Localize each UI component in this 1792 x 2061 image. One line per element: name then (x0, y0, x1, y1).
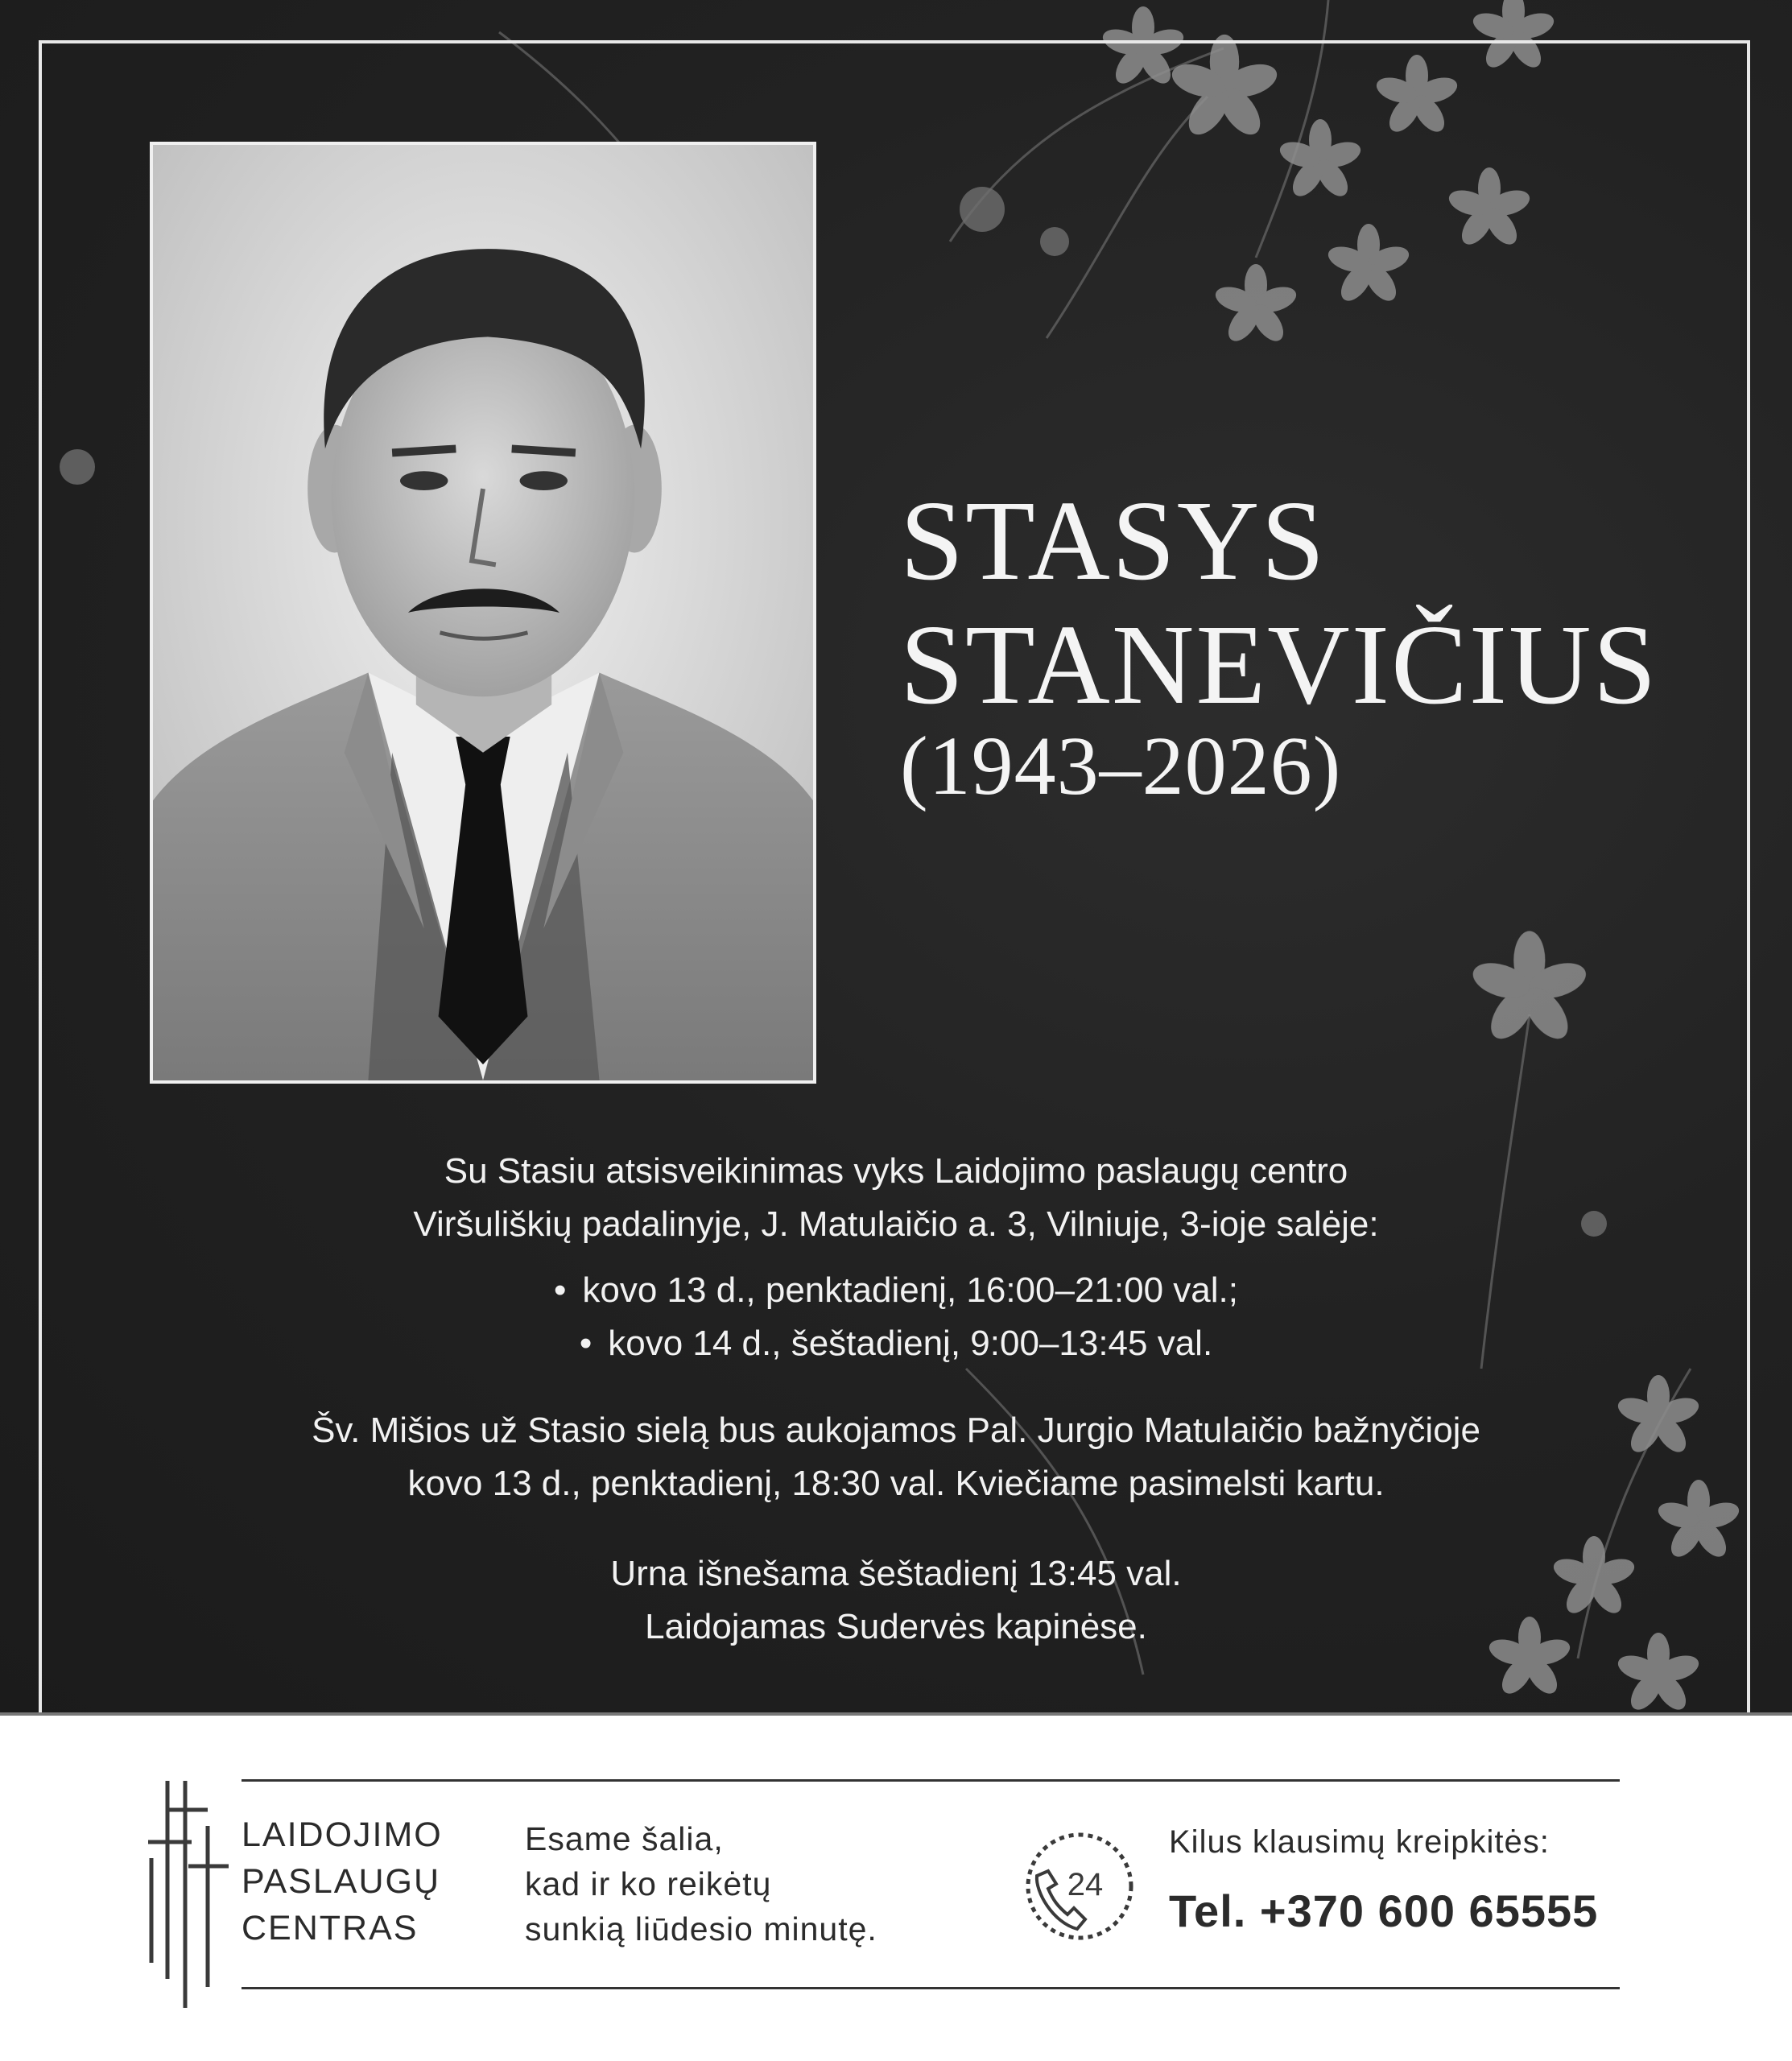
panel-divider (0, 1712, 1792, 1716)
footer-rule-top (242, 1779, 1620, 1782)
mass-line: kovo 13 d., penktadienį, 18:30 val. Kviečiame pasimelsti kartu. (407, 1464, 1385, 1503)
phone-24h-icon (1021, 1828, 1138, 1945)
clock-label: 24 (1067, 1867, 1104, 1902)
burial-line: Laidojamas Sudervės kapinėse. (645, 1607, 1147, 1646)
contact-phone[interactable]: Tel. +370 600 65555 (1169, 1885, 1599, 1936)
deceased-years: (1943–2026) (900, 720, 1342, 812)
farewell-line: Su Stasiu atsisveikinimas vyks Laidojimo paslaugų centro (444, 1151, 1348, 1191)
footer-rule-bottom (242, 1987, 1620, 1989)
slogan-line: Esame šalia, (525, 1820, 724, 1857)
deceased-last-name: STANEVIČIUS (900, 601, 1658, 728)
contact-label: Kilus klausimų kreipkitės: (1169, 1824, 1550, 1860)
slogan-line: kad ir ko reikėtų (525, 1865, 772, 1902)
farewell-paragraph (161, 1145, 1631, 1251)
schedule-item: • kovo 14 d., šeštadienį, 9:00–13:45 val. (161, 1317, 1631, 1370)
slogan-line: sunkią liūdesio minutę. (525, 1910, 877, 1947)
logo-wordmark (242, 1811, 443, 1952)
logo-line: PASLAUGŲ (242, 1862, 440, 1901)
mass-line: Šv. Mišios už Stasio sielą bus aukojamos Pal. Jurgio Matulaičio bažnyčioje (312, 1410, 1480, 1450)
burial-paragraph (161, 1547, 1631, 1654)
logo-line: LAIDOJIMO (242, 1815, 443, 1854)
farewell-schedule (161, 1264, 1631, 1370)
schedule-item: • kovo 13 d., penktadienį, 16:00–21:00 val.; (161, 1264, 1631, 1317)
crosses-logo-icon (143, 1778, 232, 2011)
portrait-photo (150, 142, 816, 1084)
mass-paragraph (161, 1404, 1631, 1510)
logo-line: CENTRAS (242, 1909, 419, 1947)
deceased-first-name: STASYS (900, 477, 1327, 604)
farewell-line: Viršuliškių padalinyje, J. Matulaičio a. 3, Vilniuje, 3-ioje salėje: (413, 1204, 1379, 1244)
slogan (525, 1816, 877, 1952)
burial-line: Urna išnešama šeštadienį 13:45 val. (610, 1554, 1182, 1593)
